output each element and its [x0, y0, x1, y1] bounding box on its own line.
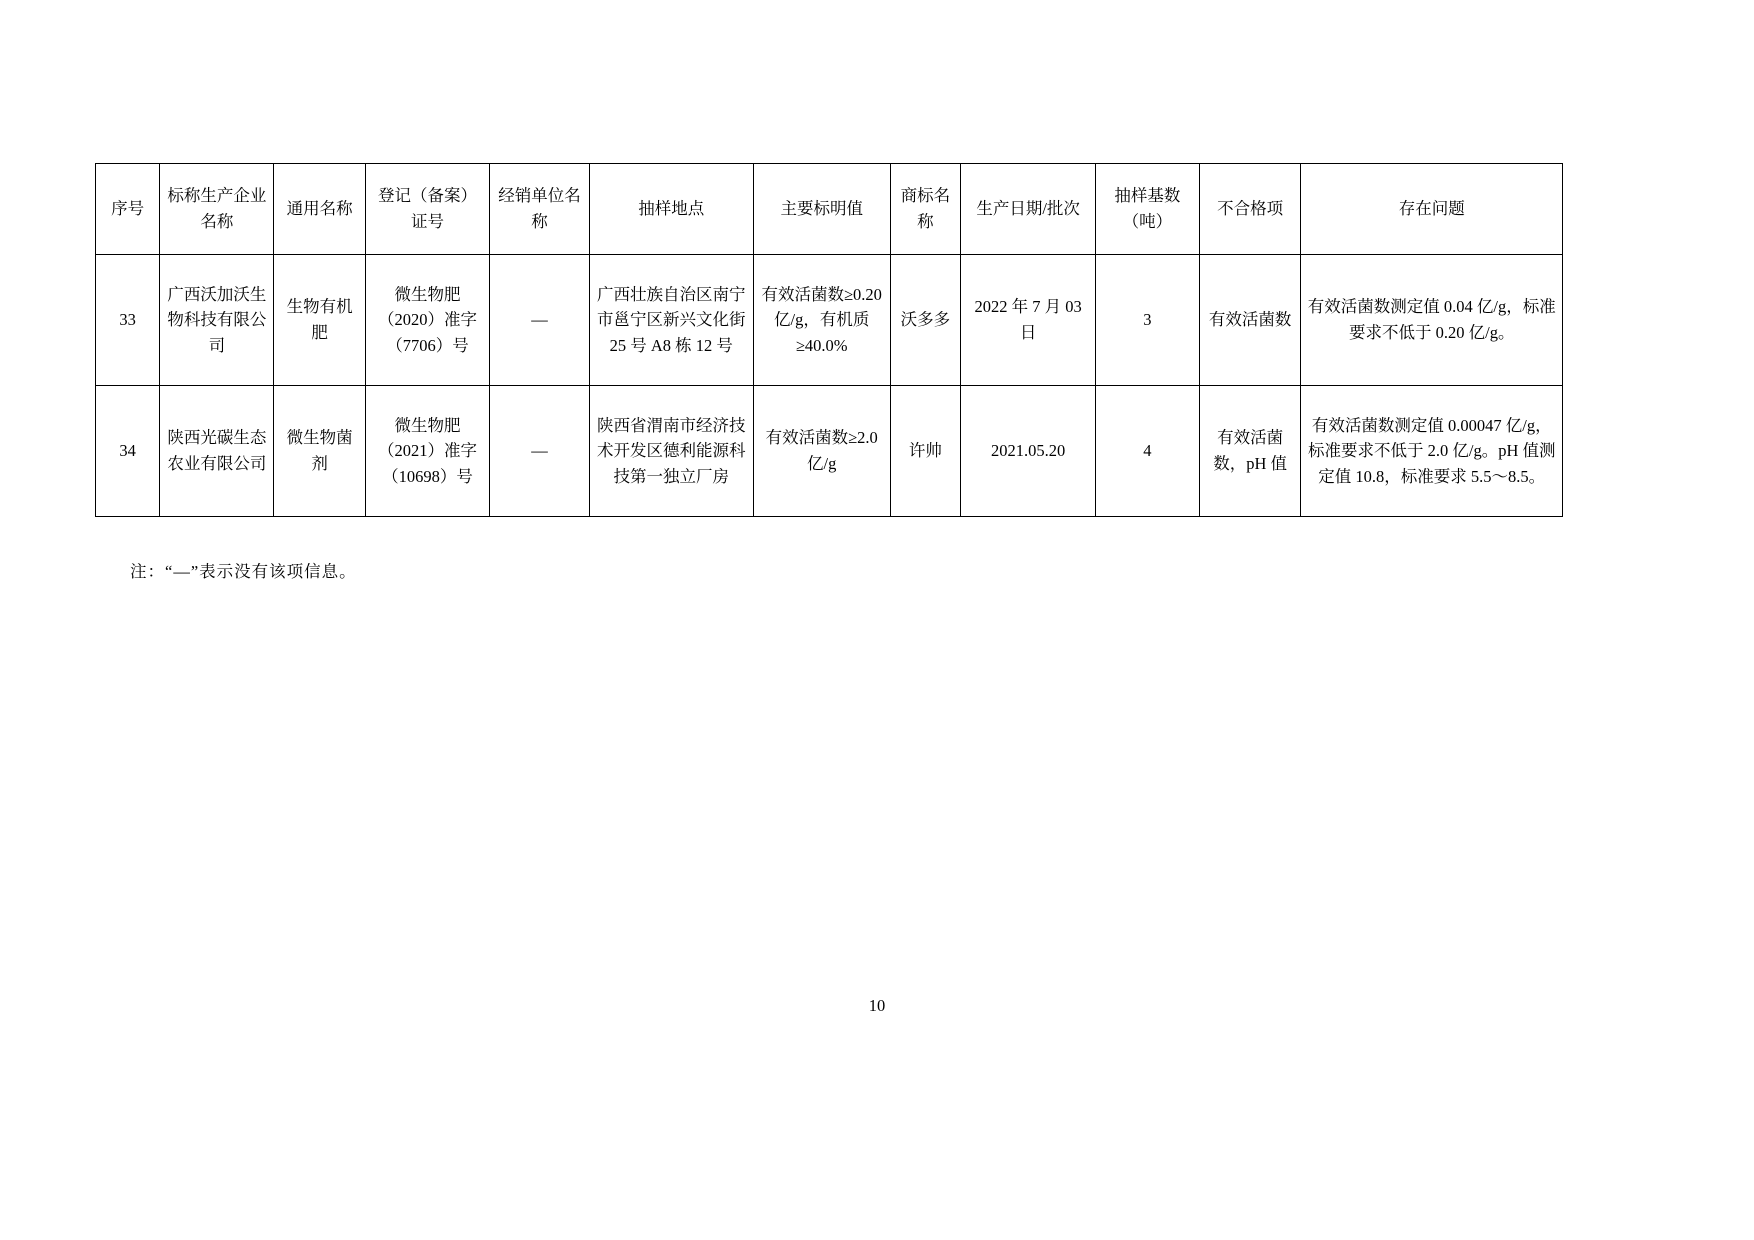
cell-sampling-place: 陕西省渭南市经济技术开发区德利能源科技第一独立厂房 — [589, 386, 753, 517]
cell-seq: 34 — [96, 386, 160, 517]
cell-sampling-base: 3 — [1096, 255, 1200, 386]
column-header-production-date: 生产日期/批次 — [961, 164, 1096, 255]
column-header-cert-no: 登记（备案）证号 — [365, 164, 489, 255]
page-number: 10 — [868, 996, 886, 1015]
cell-declared-value: 有效活菌数≥0.20 亿/g，有机质≥40.0% — [753, 255, 890, 386]
cell-production-date: 2021.05.20 — [961, 386, 1096, 517]
cell-enterprise: 陕西光碳生态农业有限公司 — [160, 386, 274, 517]
cell-failed-item: 有效活菌数，pH 值 — [1199, 386, 1301, 517]
column-header-enterprise: 标称生产企业名称 — [160, 164, 274, 255]
table-row — [96, 386, 1563, 517]
column-header-failed-item: 不合格项 — [1199, 164, 1301, 255]
cell-failed-item: 有效活菌数 — [1199, 255, 1301, 386]
column-header-sampling-place: 抽样地点 — [589, 164, 753, 255]
cell-dealer: — — [490, 386, 590, 517]
cell-problem: 有效活菌数测定值 0.04 亿/g，标准要求不低于 0.20 亿/g。 — [1301, 255, 1563, 386]
cell-cert-no: 微生物肥（2021）准字（10698）号 — [365, 386, 489, 517]
table-header-row — [96, 164, 1563, 255]
cell-common-name: 微生物菌剂 — [274, 386, 365, 517]
cell-sampling-base: 4 — [1096, 386, 1200, 517]
inspection-results-table-container — [95, 163, 1563, 517]
cell-declared-value: 有效活菌数≥2.0 亿/g — [753, 386, 890, 517]
column-header-dealer: 经销单位名称 — [490, 164, 590, 255]
cell-sampling-place: 广西壮族自治区南宁市邕宁区新兴文化街 25 号 A8 栋 12 号 — [589, 255, 753, 386]
cell-common-name: 生物有机肥 — [274, 255, 365, 386]
cell-brand: 许帅 — [890, 386, 961, 517]
cell-enterprise: 广西沃加沃生物科技有限公司 — [160, 255, 274, 386]
cell-problem: 有效活菌数测定值 0.00047 亿/g，标准要求不低于 2.0 亿/g。pH 值测定值 10.8，标准要求 5.5～8.5。 — [1301, 386, 1563, 517]
cell-seq: 33 — [96, 255, 160, 386]
table-footnote: 注：“—”表示没有该项信息。 — [130, 562, 357, 581]
column-header-declared-value: 主要标明值 — [753, 164, 890, 255]
cell-cert-no: 微生物肥（2020）准字（7706）号 — [365, 255, 489, 386]
column-header-brand: 商标名称 — [890, 164, 961, 255]
cell-dealer: — — [490, 255, 590, 386]
cell-brand: 沃多多 — [890, 255, 961, 386]
column-header-problem: 存在问题 — [1301, 164, 1563, 255]
table-row — [96, 255, 1563, 386]
table-header — [96, 164, 1563, 255]
cell-production-date: 2022 年 7 月 03 日 — [961, 255, 1096, 386]
table-body — [96, 255, 1563, 517]
inspection-results-table — [95, 163, 1563, 517]
column-header-sampling-base: 抽样基数（吨） — [1096, 164, 1200, 255]
column-header-common-name: 通用名称 — [274, 164, 365, 255]
column-header-seq: 序号 — [96, 164, 160, 255]
